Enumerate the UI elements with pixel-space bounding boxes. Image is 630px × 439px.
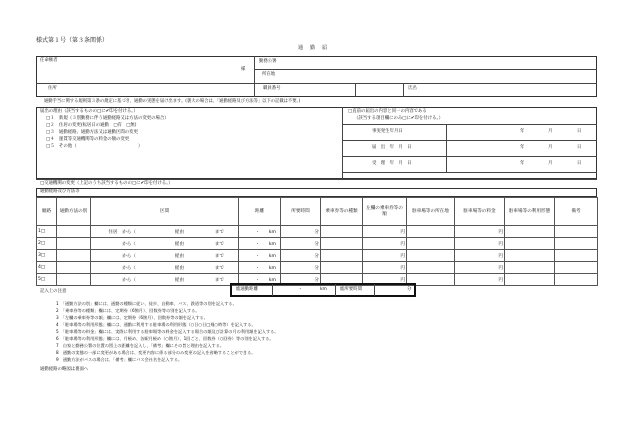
distance-cell[interactable]: ・ km <box>239 226 281 238</box>
total-distance-unit: km <box>320 287 327 292</box>
remarks-cell[interactable] <box>555 262 598 274</box>
ticket-amount-cell[interactable]: 円 <box>363 226 407 238</box>
col-order: 順路 <box>37 198 57 226</box>
distance-cell[interactable]: ・ km <box>239 262 281 274</box>
month-unit: 月 <box>548 129 553 134</box>
same-as-previous-note: （該当する項目欄にのみ□に✔印を付ける。） <box>354 116 444 121</box>
parking-location-cell[interactable] <box>407 238 455 250</box>
distance-cell[interactable]: ・ km <box>239 250 281 262</box>
parking-usage-cell[interactable] <box>505 274 555 286</box>
method-cell[interactable] <box>57 250 91 262</box>
dept-label: 勤務公署 <box>259 59 277 64</box>
note-4: 4 「駐車場等の利用形態」欄には、通勤に利用する駐車場の利用形態（○日○日□週○時等）を記入する。 <box>56 322 256 327</box>
parking-fee-cell[interactable]: 円 <box>455 250 505 262</box>
section-cell[interactable]: から（ 経由 まで <box>91 274 239 286</box>
staff-number-label: 職員番号 <box>263 86 281 91</box>
reason-item-4: □４ 運賃等交通機関等の料金の額の変更 <box>46 137 130 142</box>
total-time-unit: 分 <box>407 287 412 292</box>
month-unit: 月 <box>548 161 553 166</box>
form-title: 通 勤 届 <box>298 45 329 51</box>
col-parking-location: 駐車場等の所在地 <box>407 198 455 226</box>
note-9: 9 通勤方法がバスの場合は、「備考」欄にバス会社名を記入する。 <box>56 357 183 362</box>
form-number: 様式第１号（第３条関係） <box>36 37 109 44</box>
year-unit: 年 <box>520 129 525 134</box>
receipt-date-label: 受 理 年 月 日 <box>372 161 412 166</box>
parking-location-cell[interactable] <box>407 262 455 274</box>
parking-location-cell[interactable] <box>407 250 455 262</box>
time-cell[interactable]: 分 <box>281 226 321 238</box>
col-parking-usage: 駐車場等の利用形態 <box>505 198 555 226</box>
table-row <box>37 238 598 250</box>
row-number-checkbox[interactable]: 2□ <box>37 238 57 250</box>
col-ticket-type: 乗車券等の種類 <box>321 198 363 226</box>
route-table <box>36 197 598 286</box>
method-cell[interactable] <box>57 262 91 274</box>
parking-usage-cell[interactable] <box>505 250 555 262</box>
year-unit: 年 <box>520 161 525 166</box>
method-cell[interactable] <box>57 274 91 286</box>
total-time-label: 総所要時間 <box>340 287 362 292</box>
same-as-previous-checkbox[interactable]: □直前の届出の内容と同一の内容である <box>348 109 427 114</box>
time-cell[interactable]: 分 <box>281 274 321 286</box>
section-cell[interactable]: 住居 から（ 経由 まで <box>91 226 239 238</box>
parking-fee-cell[interactable]: 円 <box>455 274 505 286</box>
address-label: 住所 <box>48 86 57 91</box>
table-row <box>37 262 598 274</box>
note-7: 7 自家と勤務公署の位置の図上の距離を記入し、「備考」欄にその旨と理由を記入する。 <box>56 343 225 348</box>
personal-info-box <box>36 56 597 97</box>
ticket-type-cell[interactable] <box>321 262 363 274</box>
reason-item-2: □２ 住居の変更(転居日の通勤 □有 □無) <box>46 123 137 128</box>
table-row <box>37 250 598 262</box>
ticket-amount-cell[interactable]: 円 <box>363 274 407 286</box>
parking-fee-cell[interactable]: 円 <box>455 238 505 250</box>
day-unit: 日 <box>577 145 582 150</box>
dono-label: 様 <box>241 67 246 72</box>
year-unit: 年 <box>520 145 525 150</box>
row-number-checkbox[interactable]: 4□ <box>37 262 57 274</box>
ticket-amount-cell[interactable]: 円 <box>363 262 407 274</box>
filing-date-label: 届 出 年 月 日 <box>372 145 412 150</box>
remarks-cell[interactable] <box>555 226 598 238</box>
notes-heading: 記入上の注意 <box>40 289 67 294</box>
distance-cell[interactable]: ・ km <box>239 238 281 250</box>
col-time: 所要時間 <box>281 198 321 226</box>
note-2: 2 「乗車券等の種類」欄には、定期券（6箇月）、回数券等の別を記入する。 <box>56 308 200 313</box>
employer-label: 任命権者 <box>40 58 58 63</box>
section-cell[interactable]: から（ 経由 まで <box>91 238 239 250</box>
ticket-amount-cell[interactable]: 円 <box>363 250 407 262</box>
row-number-checkbox[interactable]: 1□ <box>37 226 57 238</box>
route-table-header <box>37 198 598 226</box>
table-row <box>37 226 598 238</box>
route-heading: 通勤経路及び方法等 <box>40 189 80 194</box>
time-cell[interactable]: 分 <box>281 262 321 274</box>
total-distance-dot: ・ <box>298 287 303 292</box>
section-cell[interactable]: から（ 経由 まで <box>91 262 239 274</box>
fact-date-label: 事実発生年月日 <box>372 129 403 134</box>
day-unit: 日 <box>577 161 582 166</box>
note-5: 5 「駐車場等の料金」欄には、実際に利用する駐車場等の料金を記入する場合の額及び計算の月の利用額を記入する。 <box>56 329 279 334</box>
name-label: 氏名 <box>408 86 417 91</box>
parking-usage-cell[interactable] <box>505 226 555 238</box>
month-unit: 月 <box>548 145 553 150</box>
time-cell[interactable]: 分 <box>281 250 321 262</box>
reason-item-1: □１ 新規（３別勤務に伴う通勤経路又は方法の変更の場合） <box>46 116 169 121</box>
col-section: 区間 <box>91 198 239 226</box>
remarks-cell[interactable] <box>555 274 598 286</box>
note-1: 1 「通勤方法の別」欄には、通勤の種類に従い、徒歩、自動車、バス、鉄道等の別を記入する。 <box>56 301 237 306</box>
col-parking-fee: 駐車場等の料金 <box>455 198 505 226</box>
ticket-type-cell[interactable] <box>321 226 363 238</box>
ticket-amount-cell[interactable]: 円 <box>363 238 407 250</box>
note-6: 6 「駐車場等の利用形態」欄には、月極め、各駅月極め（○箇月）、1回ごと、回数券（○回券）等の別を記入する。 <box>56 336 274 341</box>
ticket-type-cell[interactable] <box>321 250 363 262</box>
parking-fee-cell[interactable]: 円 <box>455 226 505 238</box>
col-remarks: 備考 <box>555 198 598 226</box>
note-3: 3 「左欄の乗車券等の額」欄には、定期券（6箇月）、回数券等の額を記入する。 <box>56 315 208 320</box>
ticket-type-cell[interactable] <box>321 238 363 250</box>
reason-item-3: □３ 通勤経路、通勤方法又は通勤区間の変更 <box>46 130 138 135</box>
note-8: 8 通勤の実態の一部に変更がある場合は、変更内容に係る部分のみ変更の記入を省略することができる。 <box>56 350 256 355</box>
parking-fee-cell[interactable]: 円 <box>455 262 505 274</box>
transport-change-checkbox[interactable]: □交通機関の変更（上記のうち該当するものの□に✔印を付ける。） <box>40 181 173 186</box>
declaration-text: 通勤手当に関する規則第３条の規定に基づき、通勤の実態を届け出ます。(裏大の場合は、「通勤経路及び方法等」以下の記載は不要。) <box>44 99 301 104</box>
total-distance-label: 総通勤距離 <box>236 287 258 292</box>
remarks-cell[interactable] <box>555 250 598 262</box>
parking-usage-cell[interactable] <box>505 238 555 250</box>
parking-location-cell[interactable] <box>407 226 455 238</box>
row-number-checkbox[interactable]: 3□ <box>37 250 57 262</box>
parking-usage-cell[interactable] <box>505 262 555 274</box>
reason-heading: 届出の理由（該当するものの□に✔印を付ける。） <box>40 109 138 114</box>
location-label: 所在地 <box>262 72 276 77</box>
remarks-cell[interactable] <box>555 238 598 250</box>
footer-note: 通勤経路の略図は裏面へ <box>40 367 89 372</box>
col-distance: 距離 <box>239 198 281 226</box>
method-cell[interactable] <box>57 238 91 250</box>
row-number-checkbox[interactable]: 5□ <box>37 274 57 286</box>
route-heading-box <box>36 188 597 197</box>
method-cell[interactable] <box>57 226 91 238</box>
section-cell[interactable]: から（ 経由 まで <box>91 250 239 262</box>
distance-cell[interactable]: ・ km <box>239 274 281 286</box>
time-cell[interactable]: 分 <box>281 238 321 250</box>
day-unit: 日 <box>577 129 582 134</box>
col-method: 通勤方法の別 <box>57 198 91 226</box>
reason-item-5: □５ その他（ ） <box>46 144 143 149</box>
col-ticket-amount: 左欄の乗車券等の額 <box>363 198 407 226</box>
